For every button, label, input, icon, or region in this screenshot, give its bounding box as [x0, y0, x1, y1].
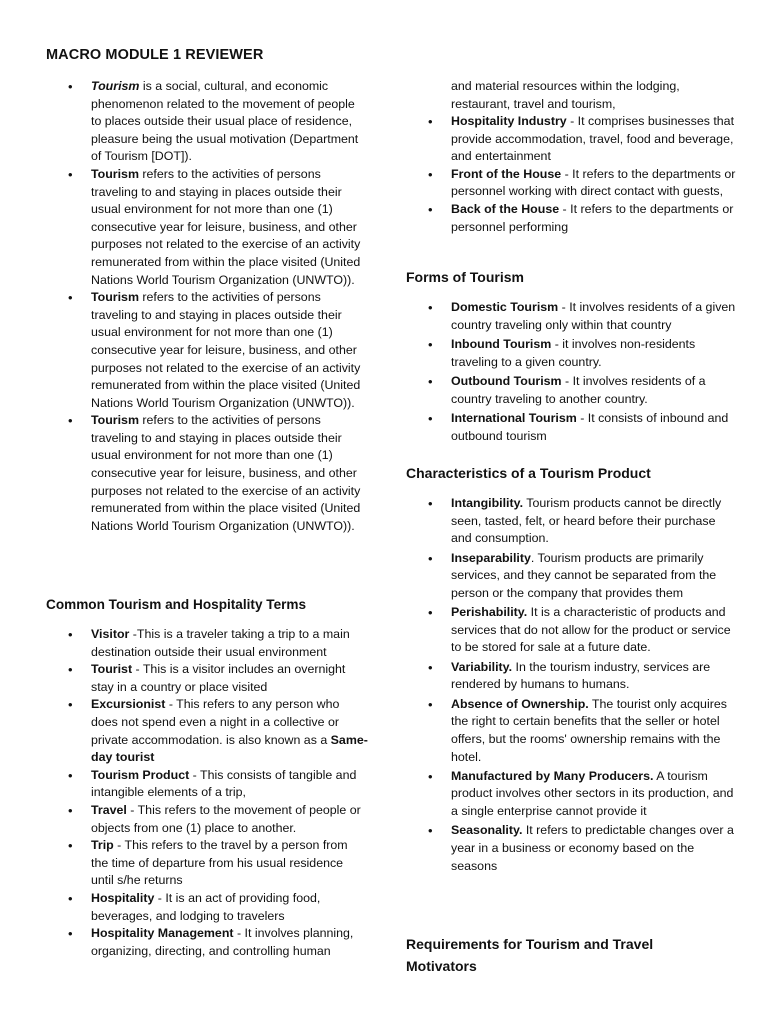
bullet-icon: • — [428, 768, 433, 784]
term-description: . Tourism products are primarily services, and they cannot be separated from the person or the company that provides them — [451, 550, 717, 600]
list-item — [46, 166, 368, 289]
term-description: refers to the activities of persons traveling to and staying in places outside their usual environment for not more than one (1) consecutive year for leisure, business, and other purposes not related to the exercise of an activity remunerated from within the place visited (United Nations World Tourism Organization (UNWTO)). — [91, 413, 361, 533]
list-item — [406, 336, 736, 371]
term-label: Tourism — [91, 166, 139, 181]
term-label: Tourist — [91, 662, 133, 677]
characteristics-heading: Characteristics of a Tourism Product — [406, 465, 651, 481]
term-description: In the tourism industry, services are rendered by humans to humans. — [451, 659, 711, 692]
term-description: A tourism product involves other sectors in its production, and a single enterprise cannot provide it — [451, 768, 734, 819]
term-label: Hospitality Management — [91, 926, 234, 941]
term-label: Variability. — [451, 659, 513, 674]
characteristics-list — [406, 495, 736, 877]
bullet-icon: • — [68, 79, 73, 94]
list-item — [46, 78, 368, 166]
continuation-text: and material resources within the lodging, restaurant, travel and tourism, — [451, 79, 680, 111]
bullet-icon: • — [68, 627, 73, 642]
list-item — [406, 696, 736, 766]
list-item — [406, 166, 736, 201]
term-description: - This consists of tangible and intangible elements of a trip, — [91, 767, 357, 800]
term-label: Absence of Ownership. — [451, 696, 589, 711]
term-label: Manufactured by Many Producers. — [451, 768, 654, 783]
term-label: Inbound Tourism — [451, 336, 552, 351]
term-description: It refers to predictable changes over a year in a business or economy based on the seasons — [451, 823, 734, 873]
bullet-icon: • — [428, 823, 433, 839]
terms-list — [46, 626, 368, 960]
forms-of-tourism-list — [406, 299, 736, 447]
list-item — [46, 767, 368, 802]
bullet-icon: • — [428, 300, 433, 315]
term-description: Tourism products cannot be directly seen, tasted, felt, or heard before their purchase and consumption. — [451, 496, 722, 546]
tourism-definitions-list — [46, 78, 368, 535]
list-item — [406, 822, 736, 875]
term-description: - It consists of inbound and outbound tourism — [451, 410, 729, 443]
term-description: - It refers to the departments or personnel working with direct contact with guests, — [451, 166, 736, 199]
term-label: Tourism Product — [91, 767, 190, 782]
bullet-icon: • — [428, 201, 433, 217]
term-label: Tourism — [91, 413, 139, 428]
bullet-icon: • — [428, 410, 433, 426]
list-item — [406, 373, 736, 408]
requirements-heading: Requirements for Tourism and Travel Motivators — [406, 936, 654, 974]
bullet-icon: • — [428, 550, 433, 566]
bullet-icon: • — [68, 697, 73, 713]
list-item — [406, 113, 736, 166]
bullet-icon: • — [428, 696, 433, 712]
list-item — [46, 626, 368, 661]
bullet-icon: • — [68, 802, 73, 818]
bullet-icon: • — [428, 114, 433, 129]
list-item — [46, 661, 368, 696]
bullet-icon: • — [428, 166, 433, 182]
term-description: - It comprises businesses that provide accommodation, travel, food and beverage, and entertainment — [451, 114, 735, 164]
list-item — [46, 837, 368, 890]
term-description: It is a characteristic of products and services that do not allow for the product or service to be stored for sale at a future date. — [451, 605, 731, 655]
list-item — [406, 659, 736, 694]
bullet-icon: • — [428, 496, 433, 511]
bullet-icon: • — [68, 838, 73, 854]
term-label: Excursionist — [91, 697, 166, 712]
term-label: Inseparability — [451, 550, 531, 565]
forms-heading: Forms of Tourism — [406, 269, 524, 285]
term-description: - This refers to the travel by a person from the time of departure from his usual residence until s/he returns — [91, 838, 348, 888]
list-item — [46, 802, 368, 837]
bullet-icon: • — [68, 413, 73, 429]
list-item — [46, 696, 368, 766]
list-item — [46, 289, 368, 412]
term-label: Visitor — [91, 627, 130, 641]
term-label: Outbound Tourism — [451, 373, 562, 388]
term-description: - It refers to the departments or personnel performing — [451, 201, 734, 234]
list-item — [406, 768, 736, 821]
bullet-icon: • — [68, 767, 73, 783]
term-label: Front of the House — [451, 166, 562, 181]
bullet-icon: • — [68, 166, 73, 182]
bullet-icon: • — [68, 290, 73, 306]
term-label: Travel — [91, 802, 127, 817]
term-description: - This is a visitor includes an overnight stay in a country or place visited — [91, 662, 346, 694]
list-item — [46, 412, 368, 535]
term-description: - It is an act of providing food, beverages, and lodging to travelers — [91, 890, 321, 923]
term-label: Seasonality. — [451, 823, 523, 838]
page-title: MACRO MODULE 1 REVIEWER — [46, 47, 264, 63]
terms-continued-list — [406, 113, 736, 236]
term-description: refers to the activities of persons traveling to and staying in places outside their usual environment for not more than one (1) consecutive year for leisure, business, and other purposes not related to the exercise of an activity remunerated from within the place visited (United Nations World Tourism Organization (UNWTO)). — [91, 166, 361, 287]
term-description: - This refers to any person who does not spend even a night in a collective or private accommodation. is also known as a — [91, 697, 340, 747]
term-label: Trip — [91, 838, 114, 853]
term-label: International Tourism — [451, 410, 577, 425]
term-description: - it involves non-residents traveling to a given country. — [451, 336, 696, 369]
list-item — [406, 495, 736, 548]
list-item — [46, 890, 368, 925]
term-label: Back of the House — [451, 201, 560, 216]
term-label: Domestic Tourism — [451, 300, 559, 314]
term-description: refers to the activities of persons traveling to and staying in places outside their usual environment for not more than one (1) consecutive year for leisure, business, and other purposes not related to the exercise of an activity remunerated from within the place visited (United Nations World Tourism Organization (UNWTO)). — [91, 290, 361, 410]
bullet-icon: • — [428, 336, 433, 352]
term-description: is a social, cultural, and economic phenomenon related to the movement of people to places outside their usual place of residence, pleasure being the usual motivation (Department of Tourism [DOT]). — [91, 79, 359, 164]
bullet-icon: • — [68, 662, 73, 678]
list-item — [406, 410, 736, 445]
bullet-icon: • — [68, 926, 73, 942]
term-description: - This refers to the movement of people or objects from one (1) place to another. — [91, 802, 361, 835]
term-description: - It involves residents of a given country traveling only within that country — [451, 300, 736, 332]
list-item — [406, 201, 736, 236]
term-description: -This is a traveler taking a trip to a main destination outside their usual environment — [91, 627, 350, 659]
bullet-icon: • — [68, 890, 73, 906]
term-label: Tourism — [91, 79, 140, 93]
term-description: - It involves residents of a country traveling to another country. — [451, 373, 706, 406]
bullet-icon: • — [428, 373, 433, 389]
term-label: Perishability. — [451, 605, 528, 620]
term-label: Tourism — [91, 290, 139, 305]
term-label: Hospitality — [91, 890, 155, 905]
term-label: Hospitality Industry — [451, 114, 567, 128]
terms-heading: Common Tourism and Hospitality Terms — [46, 597, 307, 612]
bullet-icon: • — [428, 659, 433, 675]
list-item — [406, 299, 736, 334]
term-alias: Same-day tourist — [91, 732, 368, 765]
list-item — [406, 550, 736, 603]
term-description: - It involves planning, organizing, directing, and controlling human — [91, 926, 354, 958]
list-item — [46, 925, 368, 960]
term-label: Intangibility. — [451, 496, 524, 510]
list-item — [406, 604, 736, 657]
term-description: The tourist only acquires the right to certain benefits that the seller or hotel offers, but the rooms' ownership remains with the hotel. — [451, 696, 727, 764]
bullet-icon: • — [428, 605, 433, 621]
